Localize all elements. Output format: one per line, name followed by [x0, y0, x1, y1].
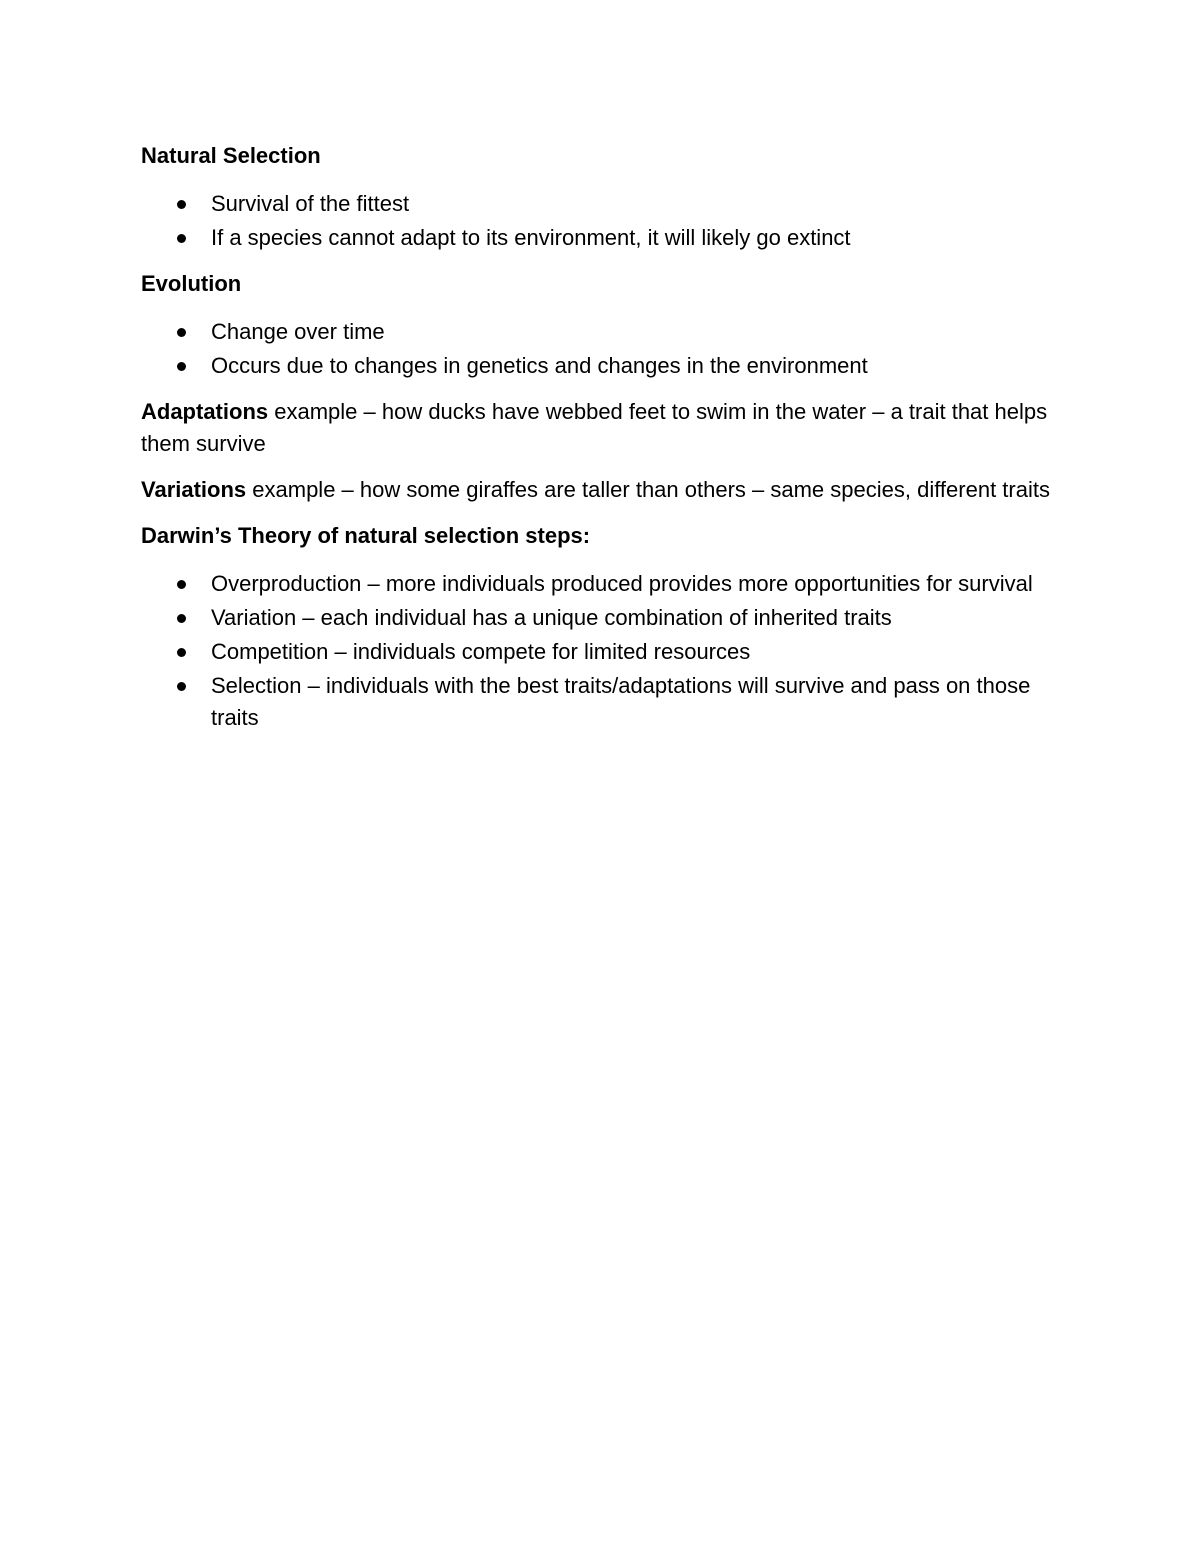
list-item	[141, 222, 1061, 254]
bullet-icon	[177, 234, 186, 243]
bullet-icon	[177, 328, 186, 337]
list-item-text: Selection – individuals with the best traits/adaptations will survive and pass on those traits	[211, 673, 1031, 730]
bullet-icon	[177, 580, 186, 589]
list-item-text: Overproduction – more individuals produced provides more opportunities for survival	[211, 571, 1033, 596]
bullet-icon	[177, 614, 186, 623]
list-item	[141, 316, 1061, 348]
list-item	[141, 602, 1061, 634]
bullet-icon	[177, 648, 186, 657]
variations-paragraph	[141, 474, 1061, 506]
list-item-text: Competition – individuals compete for limited resources	[211, 639, 751, 664]
adaptations-text: example – how ducks have webbed feet to swim in the water – a trait that helps them survive	[141, 399, 1048, 456]
adaptations-term: Adaptations	[141, 399, 269, 424]
variations-text: example – how some giraffes are taller than others – same species, different traits	[246, 477, 1050, 502]
bullet-icon	[177, 362, 186, 371]
darwin-steps-list	[141, 568, 1061, 734]
heading-evolution: Evolution	[141, 271, 242, 296]
list-item	[141, 350, 1061, 382]
list-item-text: If a species cannot adapt to its environment, it will likely go extinct	[211, 225, 851, 250]
list-item-text: Occurs due to changes in genetics and changes in the environment	[211, 353, 868, 378]
list-item-text: Variation – each individual has a unique combination of inherited traits	[211, 605, 892, 630]
list-item	[141, 636, 1061, 668]
adaptations-paragraph	[141, 396, 1061, 460]
list-item-text: Change over time	[211, 319, 385, 344]
list-item	[141, 188, 1061, 220]
bullet-icon	[177, 682, 186, 691]
heading-darwin-theory: Darwin’s Theory of natural selection steps:	[141, 523, 591, 548]
list-item	[141, 568, 1061, 600]
evolution-list	[141, 316, 1061, 382]
list-item	[141, 670, 1061, 734]
bullet-icon	[177, 200, 186, 209]
heading-natural-selection: Natural Selection	[141, 143, 321, 168]
list-item-text: Survival of the fittest	[211, 191, 410, 216]
variations-term: Variations	[141, 477, 247, 502]
document-page	[141, 140, 1061, 748]
natural-selection-list	[141, 188, 1061, 254]
